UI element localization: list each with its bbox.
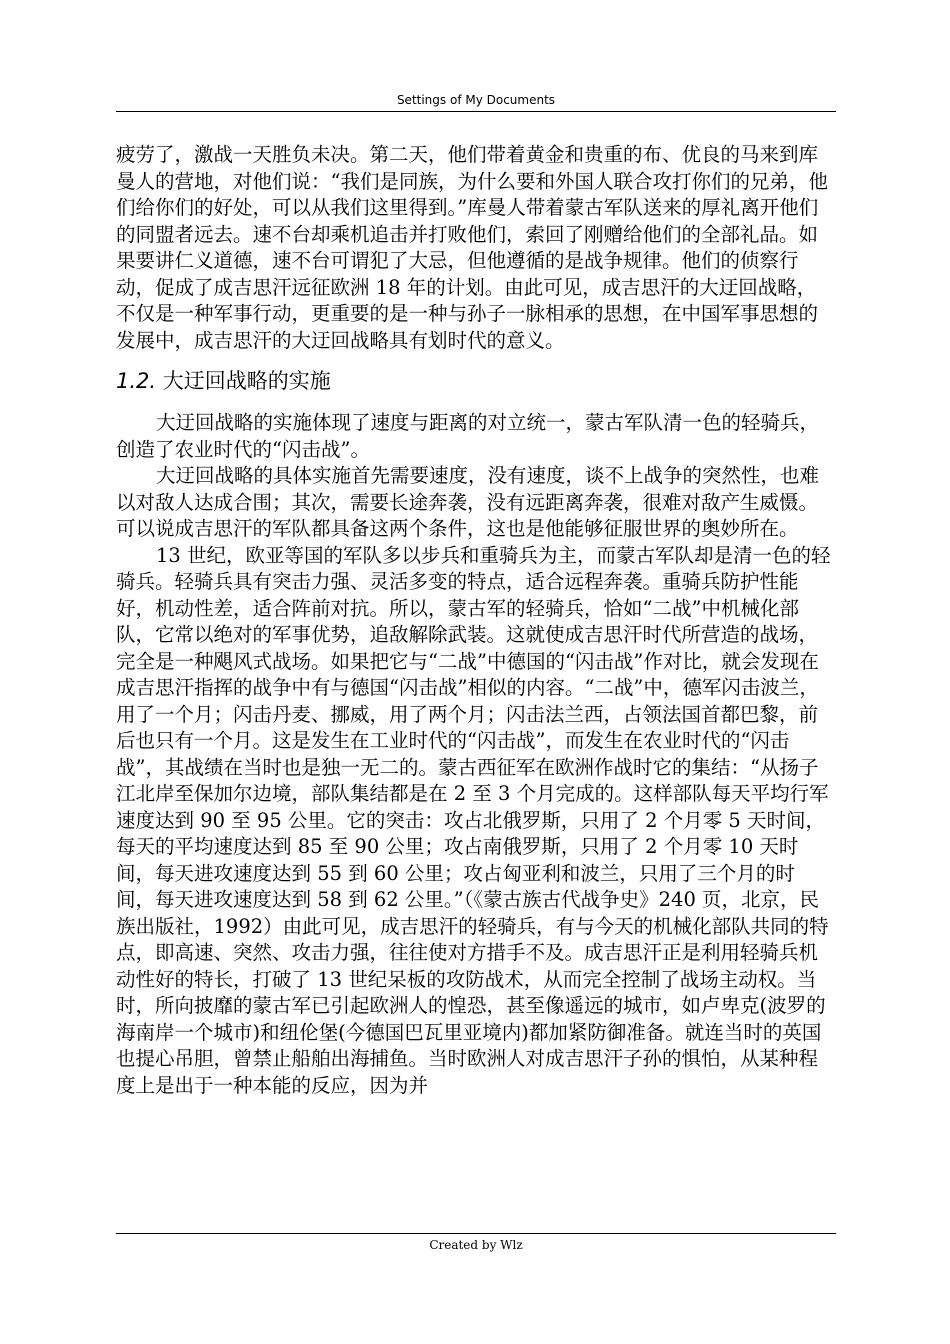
section-number: 1.2. (116, 369, 157, 393)
footer-divider (116, 1233, 836, 1234)
body-paragraph: 13 世纪，欧亚等国的军队多以步兵和重骑兵为主，而蒙古军队却是清一色的轻骑兵。轻骑兵具有突击力强、灵活多变的特点，适合远程奔袭。重骑兵防护性能好，机动性差，适合阵前对抗。所以，蒙古军的轻骑兵，恰如“二战”中机械化部队，它常以绝对的军事优势，追敌解除武装。这就使成吉思汗时代所营造的战场，完全是一种飓风式战场。如果把它与“二战”中德国的“闪击战”作对比，就会发现在成吉思汗指挥的战争中有与德国“闪击战”相似的内容。“二战”中，德军闪击波兰，用了一个月；闪击丹麦、挪威，用了两个月；闪击法兰西，占领法国首都巴黎，前后也只有一个月。这是发生在工业时代的“闪击战”，而发生在农业时代的“闪击战”，其战绩在当时也是独一无二的。蒙古西征军在欧洲作战时它的集结：“从扬子江北岸至保加尔边境，部队集结都是在 2 至 3 个月完成的。这样部队每天平均行军速度达到 90 至 95 公里。它的突击：攻占北俄罗斯，只用了 2 个月零 5 天时间，每天的平均速度达到 85 至 90 公里；攻占南俄罗斯，只用了 2 个月零 10 天时间，每天进攻速度达到 55 到 60 公里；攻占匈亚利和波兰，只用了三个月的时间，每天进攻速度达到 58 到 62 公里。”（《蒙古族古代战争史》240 页，北京，民族出版社，1992）由此可见，成吉思汗的轻骑兵，有与今天的机械化部队共同的特点，即高速、突然、攻击力强，往往使对方措手不及。成吉思汗正是利用轻骑兵机动性好的特长，打破了 13 世纪呆板的攻防战术，从而完全控制了战场主动权。当时，所向披靡的蒙古军已引起欧洲人的惶恐，甚至像遥远的城市，如卢卑克(波罗的海南岸一个城市)和纽伦堡(今德国巴瓦里亚境内)都加紧防御准备。就连当时的英国也提心吊胆，曾禁止船舶出海捕鱼。当时欧洲人对成吉思汗子孙的惧怕，从某种程度上是出于一种本能的反应，因为并 (116, 543, 831, 1097)
body-paragraph: 大迂回战略的实施体现了速度与距离的对立统一，蒙古军队清一色的轻骑兵，创造了农业时代的“闪击战”。 (116, 411, 820, 461)
body-paragraph: 疲劳了，激战一天胜负未决。第二天，他们带着黄金和贵重的布、优良的马来到库曼人的营地，对他们说：“我们是同族，为什么要和外国人联合攻打你们的兄弟，他们给你们的好处，可以从我们这里得到。”库曼人带着蒙古军队送来的厚礼离开他们的同盟者远去。速不台却乘机追击并打败他们，索回了刚赠给他们的全部礼品。如果要讲仁义道德，速不台可谓犯了大忌，但他遵循的是战争规律。他们的侦察行动，促成了成吉思汗远征欧洲 18 年的计划。由此可见，成吉思汗的大迂回战略，不仅是一种军事行动，更重要的是一种与孙子一脉相承的思想，在中国军事思想的发展中，成吉思汗的大迂回战略具有划时代的意义。 (116, 143, 828, 352)
page-footer: Created by Wlz (429, 1238, 523, 1252)
section-title: 大迂回战略的实施 (162, 369, 331, 393)
header-divider (116, 111, 836, 112)
page-header: Settings of My Documents (396, 93, 556, 107)
page-body (116, 142, 832, 1099)
section-heading (116, 366, 832, 396)
body-paragraph: 大迂回战略的具体实施首先需要速度，没有速度，谈不上战争的突然性，也难以对敌人达成合围；其次，需要长途奔袭，没有远距离奔袭，很难对敌产生威慑。可以说成吉思汗的军队都具备这两个条件，这也是他能够征服世界的奥妙所在。 (116, 464, 820, 540)
